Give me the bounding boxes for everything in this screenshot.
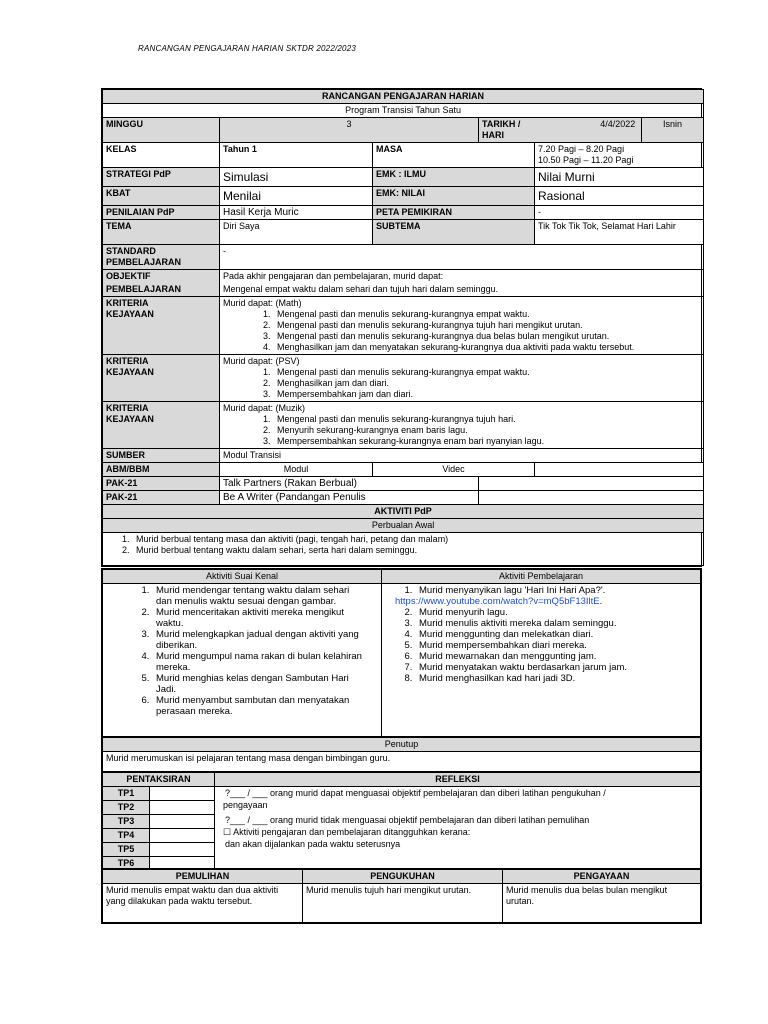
suai-kenal-item: 5. Murid menghias kelas dengan Sambutan Hari Jadi. xyxy=(152,673,364,695)
tp-label: TP6 xyxy=(103,857,150,871)
kriteria-muzik-item: 3. Mempersembahkan sekurang-kurangnya enam bari nyanyian lagu. xyxy=(273,436,700,447)
kriteria-psv-label: KRITERIA KEJAYAAN xyxy=(103,355,220,402)
activities-table xyxy=(101,568,702,738)
kriteria-math-item: 1. Mengenal pasti dan menulis sekurang-kurangnya empat waktu. xyxy=(273,309,700,320)
kriteria-muzik-item: 1. Mengenal pasti dan menulis sekurang-kurangnya tujuh hari. xyxy=(273,414,700,425)
tindakan-table xyxy=(101,868,702,924)
kriteria-psv-item: 2. Menghasilkan jam dan diari. xyxy=(273,378,700,389)
pembelajaran-item: 7. Murid menyatakan waktu berdasarkan jarum jam. xyxy=(415,662,697,673)
lesson-plan-table xyxy=(101,88,702,567)
abm-value-1: Modul xyxy=(220,463,373,477)
peta-label: PETA PEMIKIRAN xyxy=(373,206,535,220)
penilaian-label: PENILAIAN PdP xyxy=(103,206,220,220)
tarikh-label: TARIKH / HARI xyxy=(479,118,535,143)
penutup-heading: Penutup xyxy=(103,738,701,752)
suai-kenal-item: 3. Murid melengkapkan jadual dengan aktiviti yang diberikan. xyxy=(152,629,364,651)
penilaian-value: Hasil Kerja Muric xyxy=(220,206,373,220)
tp-box[interactable] xyxy=(150,787,215,801)
emk-nilai-label: EMK: NILAI xyxy=(373,187,535,206)
penutup-value: Murid merumuskan isi pelajaran tentang masa dengan bimbingan guru. xyxy=(103,752,701,773)
perbualan-list xyxy=(103,533,704,566)
pak-label-1: PAK-21 xyxy=(103,477,220,491)
tp-label: TP3 xyxy=(103,815,150,829)
tp-label: TP5 xyxy=(103,843,150,857)
masa-label: MASA xyxy=(373,143,535,168)
tema-label: TEMA xyxy=(103,220,220,245)
kriteria-math-item: 3. Mengenal pasti dan menulis sekurang-kurangnya dua belas bulan mengikut urutan. xyxy=(273,331,700,342)
tp-label: TP1 xyxy=(103,787,150,801)
youtube-link[interactable]: https://www.youtube.com/watch?v=mQ5bF13IltE xyxy=(395,596,600,607)
pengayaan-value: Murid menulis dua belas bulan mengikut urutan. xyxy=(503,884,701,923)
abm-empty xyxy=(535,463,704,477)
pak-label-2: PAK-21 xyxy=(103,491,220,505)
tema-value: Diri Saya xyxy=(220,220,373,245)
pembelajaran-item: 1. Murid menyanyikan lagu 'Hari Ini Hari Apa?'. https://www.youtube.com/watch?v=mQ5bF13IltE. xyxy=(415,585,697,607)
kriteria-muzik-label: KRITERIA KEJAYAAN xyxy=(103,402,220,449)
suai-kenal-heading: Aktiviti Suai Kenal xyxy=(103,570,382,584)
pengukuhan-value: Murid menulis tujuh hari mengikut urutan. xyxy=(303,884,503,923)
suai-kenal-item: 4. Murid mengumpul nama rakan di bulan kelahiran mereka. xyxy=(152,651,364,673)
pengukuhan-heading: PENGUKUHAN xyxy=(303,870,503,884)
emk-nilai-value: Rasional xyxy=(535,187,704,206)
refleksi-text: ?___ / ___ orang murid dapat menguasai objektif pembelajaran dan diberi latihan pengukuhan / pengayaan ?___ / ___ orang murid tidak menguasai objektif pembelajaran dan diberi latihan pemulihan ☐ Aktiviti pengajaran dan pembelajaran ditangguhkan kerana: dan akan dijalankan pada waktu seterusnya xyxy=(215,787,701,871)
sumber-value: Modul Transisi xyxy=(220,449,704,463)
objektif-label: OBJEKTIF PEMBELAJARAN xyxy=(103,270,220,297)
pemulihan-heading: PEMULIHAN xyxy=(103,870,303,884)
objektif-value: Pada akhir pengajaran dan pembelajaran, murid dapat: Mengenal empat waktu dalam sehari dan tujuh hari dalam seminggu. xyxy=(220,270,704,297)
subtema-label: SUBTEMA xyxy=(373,220,535,245)
suai-kenal-list xyxy=(103,584,382,737)
pembelajaran-item: 4. Murid menggunting dan melekatkan diari. xyxy=(415,629,697,640)
kbat-label: KBAT xyxy=(103,187,220,206)
tp-box[interactable] xyxy=(150,815,215,829)
kriteria-muzik: Murid dapat: (Muzik) 1. Mengenal pasti dan menulis sekurang-kurangnya tujuh hari. 2. Menyurih sekurang-kurangnya enam baris lagu. 3. Mempersembahkan sekurang-kurangnya enam bari nyanyian lagu. xyxy=(220,402,704,449)
pembelajaran-item: 8. Murid menghasilkan kad hari jadi 3D. xyxy=(415,673,697,684)
pak-value-2: Be A Writer (Pandangan Penulis xyxy=(220,491,479,505)
suai-kenal-item: 2. Murid menceritakan aktiviti mereka mengikut waktu. xyxy=(152,607,364,629)
kriteria-psv: Murid dapat: (PSV) 1. Mengenal pasti dan menulis sekurang-kurangnya empat waktu. 2. Menghasilkan jam dan diari. 3. Mempersembahkan jam dan diari. xyxy=(220,355,704,402)
standard-label: STANDARD PEMBELAJARAN xyxy=(103,245,220,270)
doc-subtitle: Program Transisi Tahun Satu xyxy=(103,104,704,118)
penutup-table xyxy=(101,736,702,774)
pak-empty-1 xyxy=(479,477,704,491)
tarikh-value: 4/4/2022 xyxy=(535,118,642,143)
tp-box[interactable] xyxy=(150,801,215,815)
hari-value: Isnin xyxy=(642,118,704,143)
minggu-label: MINGGU xyxy=(103,118,220,143)
suai-kenal-item: 1. Murid mendengar tentang waktu dalam sehari dan menulis waktu sesuai dengan gambar. xyxy=(152,585,364,607)
peta-value: - xyxy=(535,206,704,220)
pemulihan-value: Murid menulis empat waktu dan dua aktiviti yang dilakukan pada waktu tersebut. xyxy=(103,884,303,923)
refleksi-heading: REFLEKSI xyxy=(215,773,701,787)
standard-value: - xyxy=(220,245,704,270)
doc-title: RANCANGAN PENGAJARAN HARIAN xyxy=(103,90,704,104)
sumber-label: SUMBER xyxy=(103,449,220,463)
emk-ilmu-value: Nilai Murni xyxy=(535,168,704,187)
tp-box[interactable] xyxy=(150,829,215,843)
minggu-value: 3 xyxy=(220,118,479,143)
kriteria-psv-item: 1. Mengenal pasti dan menulis sekurang-kurangnya empat waktu. xyxy=(273,367,700,378)
strategi-label: STRATEGI PdP xyxy=(103,168,220,187)
pembelajaran-item: 2. Murid menyurih lagu. xyxy=(415,607,697,618)
kriteria-psv-item: 3. Mempersembahkan jam dan diari. xyxy=(273,389,700,400)
kriteria-math-label: KRITERIA KEJAYAAN xyxy=(103,297,220,355)
pembelajaran-item: 3. Murid menulis aktiviti mereka dalam seminggu. xyxy=(415,618,697,629)
pembelajaran-list xyxy=(382,584,701,737)
kriteria-math-item: 4. Menghasilkan jam dan menyatakan sekurang-kurangnya dua aktiviti pada waktu tersebut. xyxy=(273,342,700,353)
subtema-value: Tik Tok Tik Tok, Selamat Hari Lahir xyxy=(535,220,704,245)
abm-label: ABM/BBM xyxy=(103,463,220,477)
perbualan-item: 2. Murid berbual tentang waktu dalam sehari, serta hari dalam seminggu. xyxy=(132,545,700,556)
kriteria-math-item: 2. Mengenal pasti dan menulis sekurang-kurangnya tujuh hari mengikut urutan. xyxy=(273,320,700,331)
masa-value: 7.20 Pagi – 8.20 Pagi 10.50 Pagi – 11.20 Pagi xyxy=(535,143,704,168)
suai-kenal-item: 6. Murid menyambut sambutan dan menyatakan perasaan mereka. xyxy=(152,695,364,717)
pak-value-1: Talk Partners (Rakan Berbual) xyxy=(220,477,479,491)
tp-label: TP2 xyxy=(103,801,150,815)
strategi-value: Simulasi xyxy=(220,168,373,187)
running-header: RANCANGAN PENGAJARAN HARIAN SKTDR 2022/2023 xyxy=(138,44,356,53)
emk-ilmu-label: EMK : ILMU xyxy=(373,168,535,187)
perbualan-item: 1. Murid berbual tentang masa dan aktiviti (pagi, tengah hari, petang dan malam) xyxy=(132,534,700,545)
pembelajaran-item: 5. Murid mempersembahkan diari mereka. xyxy=(415,640,697,651)
kelas-label: KELAS xyxy=(103,143,220,168)
tp-label: TP4 xyxy=(103,829,150,843)
pembelajaran-item: 6. Murid mewarnakan dan menggunting jam. xyxy=(415,651,697,662)
abm-value-2: Videc xyxy=(373,463,535,477)
kelas-value: Tahun 1 xyxy=(220,143,373,168)
pentaksiran-heading: PENTAKSIRAN xyxy=(103,773,215,787)
kbat-value: Menilai xyxy=(220,187,373,206)
aktiviti-heading: AKTIVITI PdP xyxy=(103,505,704,519)
kriteria-muzik-item: 2. Menyurih sekurang-kurangnya enam baris lagu. xyxy=(273,425,700,436)
kriteria-math: Murid dapat: (Math) 1. Mengenal pasti dan menulis sekurang-kurangnya empat waktu. 2. Mengenal pasti dan menulis sekurang-kurangnya tujuh hari mengikut urutan. 3. Mengenal pasti dan menulis sekurang-kurangnya dua belas bulan mengikut urutan. 4. Menghasilkan jam dan menyatakan sekurang-kurangnya dua aktiviti pada waktu tersebut. xyxy=(220,297,704,355)
pak-empty-2 xyxy=(479,491,704,505)
tp-box[interactable] xyxy=(150,843,215,857)
refleksi-table xyxy=(101,771,702,872)
pengayaan-heading: PENGAYAAN xyxy=(503,870,701,884)
pembelajaran-heading: Aktiviti Pembelajaran xyxy=(382,570,701,584)
perbualan-heading: Perbualan Awal xyxy=(103,519,704,533)
